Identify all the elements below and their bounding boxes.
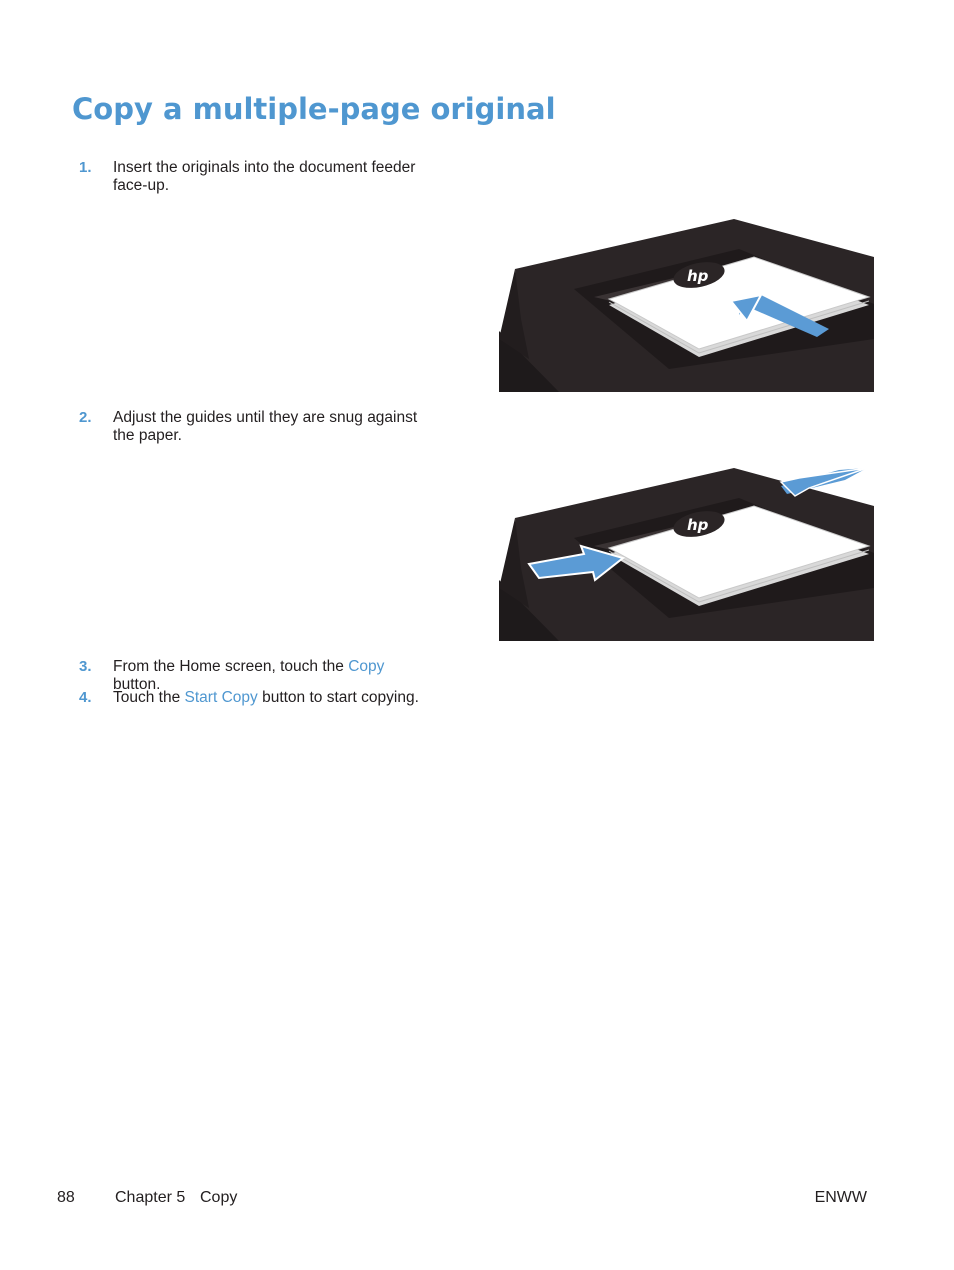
step-text: From the Home screen, touch the Copy button. <box>113 658 385 693</box>
step-text: Insert the originals into the document feeder face-up. <box>113 159 416 194</box>
svg-text:hp: hp <box>687 516 709 534</box>
printer-feeder-insert-illustration <box>499 219 874 392</box>
step-number: 1. <box>79 159 92 176</box>
step-number: 2. <box>79 409 92 426</box>
svg-text:hp: hp <box>687 267 709 285</box>
start-copy-button-reference: Start Copy <box>184 689 258 706</box>
printer-feeder-guides-illustration <box>499 468 874 641</box>
step-text: Touch the Start Copy button to start copying. <box>113 689 419 706</box>
footer-section: Copy <box>200 1189 238 1206</box>
footer-chapter: Chapter 5 <box>115 1189 186 1206</box>
footer-locale: ENWW <box>814 1189 867 1206</box>
step-text: Adjust the guides until they are snug against the paper. <box>113 409 418 444</box>
step-number: 4. <box>79 689 92 706</box>
copy-button-reference: Copy <box>348 658 385 675</box>
page-title: Copy a multiple-page original <box>72 92 556 126</box>
footer-page-number: 88 <box>57 1189 75 1206</box>
step-number: 3. <box>79 658 92 675</box>
